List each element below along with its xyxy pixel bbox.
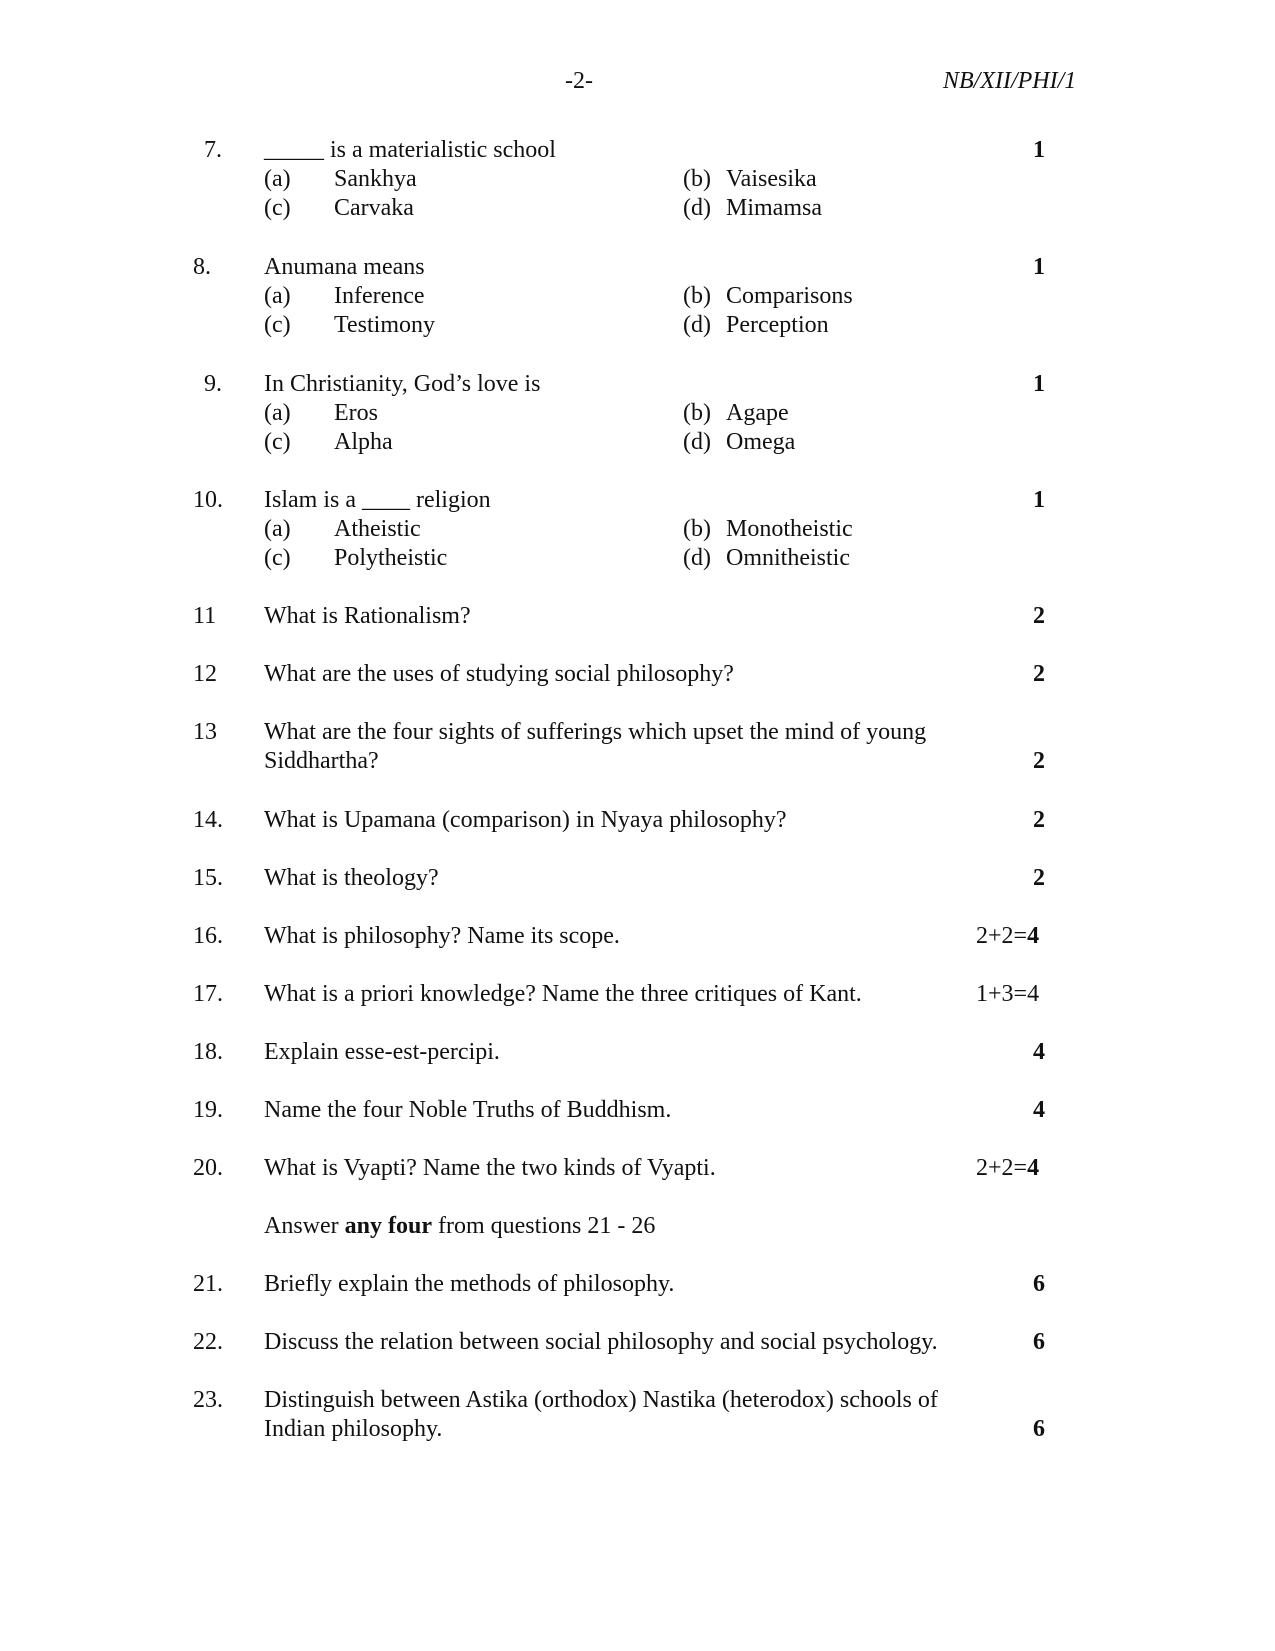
option-label: (b) <box>683 166 711 192</box>
question-text: What are the uses of studying social philosophy? <box>264 661 734 687</box>
question-marks: 6 <box>1033 1271 1045 1297</box>
option-text: Carvaka <box>334 195 414 221</box>
option-label: (a) <box>264 400 291 426</box>
option-text: Polytheistic <box>334 545 448 571</box>
question-text: Discuss the relation between social philosophy and social psychology. <box>264 1329 938 1355</box>
option-label: (b) <box>683 400 711 426</box>
option-label: (c) <box>264 545 291 571</box>
question-number: 16. <box>193 923 223 949</box>
marks-total: 4 <box>1027 923 1040 949</box>
question-text: Explain esse-est-percipi. <box>264 1039 500 1065</box>
question-marks: 2 <box>1033 748 1045 774</box>
page-number: -2- <box>565 68 593 94</box>
question-number: 9. <box>204 371 222 397</box>
option-text: Agape <box>726 400 789 426</box>
option-text: Omnitheistic <box>726 545 850 571</box>
instruction-prefix: Answer <box>264 1213 345 1239</box>
option-label: (a) <box>264 516 291 542</box>
option-text: Monotheistic <box>726 516 853 542</box>
instruction-emphasis: any four <box>344 1213 432 1239</box>
marks-breakdown: 2+2= <box>976 1155 1028 1181</box>
question-marks: 1+3=4 <box>976 981 1040 1007</box>
question-number: 11 <box>193 603 217 629</box>
question-number: 18. <box>193 1039 223 1065</box>
question-number: 21. <box>193 1271 223 1297</box>
option-text: Eros <box>334 400 378 426</box>
option-text: Atheistic <box>334 516 421 542</box>
marks-total: 4 <box>1027 1155 1040 1181</box>
paper-code: NB/XII/PHI/1 <box>943 68 1077 94</box>
question-text-line-2: Indian philosophy. <box>264 1416 443 1442</box>
question-number: 23. <box>193 1387 223 1413</box>
question-text: _____ is a materialistic school <box>264 137 556 163</box>
question-number: 10. <box>193 487 223 513</box>
option-text: Testimony <box>334 312 435 338</box>
question-text-line-2: Siddhartha? <box>264 748 379 774</box>
option-text: Comparisons <box>726 283 853 309</box>
question-text: Islam is a ____ religion <box>264 487 491 513</box>
question-marks: 2 <box>1033 865 1045 891</box>
question-number: 13 <box>193 719 217 745</box>
question-marks: 2 <box>1033 603 1045 629</box>
question-number: 17. <box>193 981 223 1007</box>
question-number: 15. <box>193 865 223 891</box>
question-number: 22. <box>193 1329 223 1355</box>
option-label: (a) <box>264 283 291 309</box>
question-marks: 4 <box>1033 1097 1045 1123</box>
question-text-line-1: What are the four sights of sufferings which upset the mind of young <box>264 719 927 745</box>
question-marks: 4 <box>1033 1039 1045 1065</box>
option-text: Omega <box>726 429 796 455</box>
question-number: 12 <box>193 661 217 687</box>
option-label: (b) <box>683 516 711 542</box>
question-marks: 1 <box>1033 371 1045 397</box>
option-label: (c) <box>264 195 291 221</box>
question-text: Name the four Noble Truths of Buddhism. <box>264 1097 672 1123</box>
option-label: (c) <box>264 429 291 455</box>
question-marks <box>976 922 1039 951</box>
question-text: What is Upamana (comparison) in Nyaya philosophy? <box>264 807 787 833</box>
option-label: (c) <box>264 312 291 338</box>
question-marks: 6 <box>1033 1329 1045 1355</box>
question-text-line-1: Distinguish between Astika (orthodox) Nastika (heterodox) schools of <box>264 1387 938 1413</box>
question-text: What is theology? <box>264 865 439 891</box>
question-marks <box>976 1154 1039 1183</box>
option-label: (d) <box>683 195 711 221</box>
marks-breakdown: 2+2= <box>976 923 1028 949</box>
question-marks: 1 <box>1033 137 1045 163</box>
question-marks: 2 <box>1033 807 1045 833</box>
question-number: 20. <box>193 1155 223 1181</box>
option-text: Sankhya <box>334 166 417 192</box>
question-number: 7. <box>204 137 222 163</box>
option-label: (a) <box>264 166 291 192</box>
option-text: Inference <box>334 283 425 309</box>
option-text: Alpha <box>334 429 393 455</box>
option-label: (d) <box>683 545 711 571</box>
question-text: What is a priori knowledge? Name the three critiques of Kant. <box>264 981 862 1007</box>
option-label: (d) <box>683 312 711 338</box>
question-text: What is philosophy? Name its scope. <box>264 923 620 949</box>
option-text: Perception <box>726 312 829 338</box>
instruction-suffix: from questions 21 - 26 <box>432 1213 656 1239</box>
question-marks: 2 <box>1033 661 1045 687</box>
question-marks: 1 <box>1033 487 1045 513</box>
option-label: (d) <box>683 429 711 455</box>
option-text: Mimamsa <box>726 195 822 221</box>
question-number: 14. <box>193 807 223 833</box>
option-text: Vaisesika <box>726 166 817 192</box>
question-text: What is Vyapti? Name the two kinds of Vyapti. <box>264 1155 716 1181</box>
section-instruction <box>264 1212 655 1241</box>
question-text: What is Rationalism? <box>264 603 471 629</box>
question-text: In Christianity, God’s love is <box>264 371 541 397</box>
question-text: Briefly explain the methods of philosophy. <box>264 1271 675 1297</box>
option-label: (b) <box>683 283 711 309</box>
question-marks: 1 <box>1033 254 1045 280</box>
question-number: 8. <box>193 254 211 280</box>
question-text: Anumana means <box>264 254 425 280</box>
question-number: 19. <box>193 1097 223 1123</box>
question-marks: 6 <box>1033 1416 1045 1442</box>
